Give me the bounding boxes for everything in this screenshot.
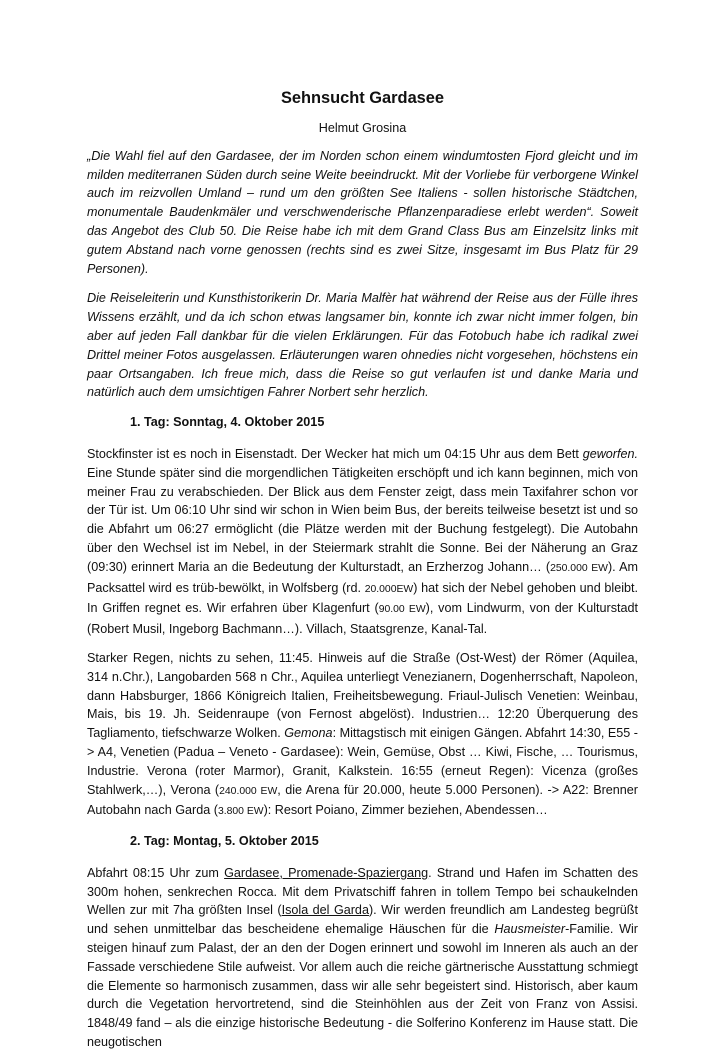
text-run: : Mittagstisch mit einigen Gängen. Abfahrt 14:30, E55 -> A4, Venetien (Padua – Veneto - Gardasee): Wein, Gemüse, Obst … Kiwi, Fische, … Tourismus, Industrie. Verona (roter Marmor), Granit, Kalkstein. 16:55 (erneut Regen): Vicenza (großes Stahlwerk,…), Verona ( — [87, 726, 638, 797]
text-run: Stockfinster ist es noch in Eisenstadt. Der Wecker hat mich um 04:15 Uhr aus dem Bett — [87, 446, 583, 461]
population-note: 240.000 EW — [219, 785, 278, 797]
text-run: , die Arena für 20.000, heute 5.000 Personen). -> A22: Brenner Autobahn nach Garda ( — [87, 782, 638, 818]
text-run: ) hat sich der Nebel gehoben und bleibt. In Griffen regnet es. Wir erfahren über Klagenfurt ( — [87, 580, 639, 616]
text-run: ): Resort Poiano, Zimmer beziehen, Abendessen… — [263, 803, 548, 818]
emphasis-text: Gemona — [284, 726, 333, 741]
text-run: -Familie. Wir steigen hinauf zum Palast, der an den der Dogen erinnert und sowohl im Inneren als auch an der Fassade verschiedene Stile aufweist. Vor allem auch die reiche gärtnerische Ausstattung schmiegt die Elemente so harmonisch zusammen, dass wir alle sehr begeistert sind. Historisch, aber kaum durch die Vegetation hervortretend, sind die Steinhöhlen aus der Zeit von Franz von Assisi. 1848/49 fand – als die einzige historische Bedeutung - die Solferino Konferenz im Hause statt. Die neugotischen — [87, 922, 638, 1050]
text-run: ). Am Packsattel wird es trüb-bewölkt, in Wolfsberg (rd. — [87, 559, 638, 595]
population-note: 250.000 EW — [550, 562, 608, 574]
author-name: Helmut Grosina — [318, 121, 407, 135]
intro-paragraph-1: „Die Wahl fiel auf den Gardasee, der im Norden schon einem windumtosten Fjord gleicht und im milden mediterranen Süden durch seine Weite beeindruckt. Mit der Vorliebe für verborgene Winkel auch im reizvollen Umland – rund um den größten See Italiens - sollen historische Städtchen, monumentale Baudenkmäler und verschwenderische Pflanzenparadiese erlebt werden“. Soweit das Angebot des Club 50. Die Reise habe ich mit dem Grand Class Bus am Einzelsitz links mit gutem Abstand nach vorne genossen (rechts sind es zwei Sitze, insgesamt im Bus Platz für 29 Personen). — [87, 148, 638, 276]
day-1-paragraph-1 — [87, 445, 638, 639]
text-run: ), vom Lindwurm, von der Kulturstadt (Robert Musil, Ingeborg Bachmann…). Villach, Staatsgrenze, Kanal-Tal. — [87, 601, 638, 637]
emphasis-text: geworfen. — [582, 446, 638, 461]
text-run: ). Wir werden freundlich am Landesteg begrüßt und sehen unmittelbar das bescheidene ehemalige Häuschen für die — [87, 903, 638, 937]
text-run: Abfahrt 08:15 Uhr zum — [87, 865, 225, 880]
day-1-paragraph-2 — [87, 649, 638, 822]
population-note: 3.800 EW — [217, 806, 264, 818]
day-1-heading: 1. Tag: Sonntag, 4. Oktober 2015 — [130, 415, 325, 430]
underlined-place-name: Gardasee, Promenade-Spaziergang — [224, 865, 429, 880]
intro-paragraph-2: Die Reiseleiterin und Kunsthistorikerin Dr. Maria Malfèr hat während der Reise aus der Fülle ihres Wissens erzählt, und da ich schon etwas langsamer bin, konnte ich zwar nicht immer folgen, bin aber auf jeden Fall dankbar für die vielen Erklärungen. Für das Fotobuch habe ich radikal zwei Drittel meiner Fotos ausgelassen. Erläuterungen waren ohnedies nicht vorgesehen, höchstens ein paar Ortsangaben. Ich freue mich, dass die Reise so gut verlaufen ist und danke Maria und natürlich auch dem umsichtigen Fahrer Norbert sehr herzlich. — [87, 291, 638, 400]
document-title: Sehnsucht Gardasee — [280, 89, 445, 107]
text-run: . Strand und Hafen im Schatten des 300m hohen, senkrechen Rocca. Mit dem Privatschiff fahren in tollem Tempo bei schaukelnden Wellen zur mit 7ha größten Insel ( — [87, 865, 638, 918]
text-run: Eine Stunde später sind die morgendlichen Tätigkeiten erschöpft und ich kann beginnen, mich von meiner Frau zu verabschieden. Der Blick aus dem Fenster zeigt, dass mein Taxifahrer schon vor der Tür ist. Um 06:10 Uhr sind wir schon in Wien beim Bus, der bereits teilweise besetzt ist und so die Abfahrt um 06:27 ermöglicht (die Plätze werden mit der Buchung festgelegt). Die Autobahn über den Wechsel ist im Nebel, in der Steiermark strahlt die Sonne. Bei der Näherung an Graz (09:30) erinnert Maria an die Bedeutung der Kulturstadt, an Erzherzog Johann… ( — [87, 465, 638, 574]
text-run: Starker Regen, nichts zu sehen, 11:45. Hinweis auf die Straße (Ost-West) der Römer (Aquilea, 314 n.Chr.), Langobarden 568 n Chr., Aquilea unterliegt Venezianern, Dogenherrschaft, Napoleon, dann Habsburger, 1866 Königreich Italien, Freiheitsbewegung. Friaul-Julisch Venetien: Weinbau, Mais, bis 19. Jh. Seidenraupe (von Fernost abgelöst). Industrien… 12:20 Überquerung des Tagliamento, tiefschwarze Wolken. — [87, 650, 638, 741]
underlined-place-name: Isola del Garda — [281, 903, 369, 918]
day-2-heading: 2. Tag: Montag, 5. Oktober 2015 — [130, 834, 319, 849]
emphasis-text: Hausmeister — [494, 922, 566, 937]
population-note: 90.00 EW — [378, 604, 426, 616]
population-note: 20.000EW — [364, 583, 414, 595]
